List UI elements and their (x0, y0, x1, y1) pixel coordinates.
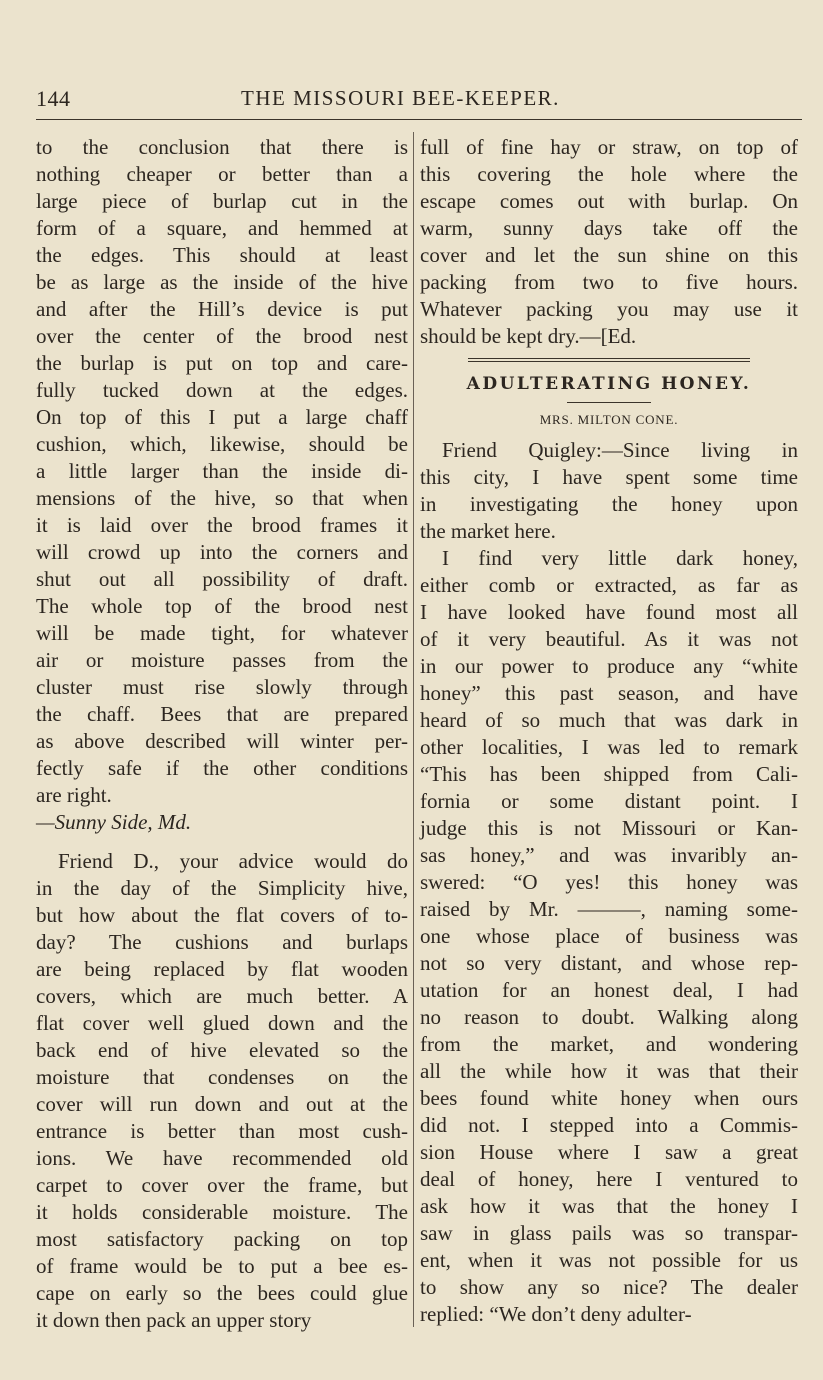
byline-rule (567, 402, 651, 403)
right-paragraph-1 (420, 134, 798, 350)
text-line: over the center of the brood nest (36, 324, 408, 348)
text-line: bees found white honey when ours (420, 1086, 798, 1110)
text-line: “This has been shipped from Cali- (420, 762, 798, 786)
journal-title: THE MISSOURI BEE-KEEPER. (241, 86, 560, 110)
text-line: ask how it was that the honey I (420, 1194, 798, 1218)
text-line: the chaff. Bees that are prepared (36, 702, 408, 726)
text-line: and after the Hill’s device is put (36, 297, 408, 321)
text-line: mensions of the hive, so that when (36, 486, 408, 510)
text-line: nothing cheaper or better than a (36, 162, 408, 186)
text-line: in the day of the Simplicity hive, (36, 876, 408, 900)
right-paragraph-2 (420, 437, 798, 545)
text-line: either comb or extracted, as far as (420, 573, 798, 597)
text-line: cape on early so the bees could glue (36, 1281, 408, 1305)
text-line: raised by Mr. ———, naming some- (420, 897, 798, 921)
text-line: utation for an honest deal, I had (420, 978, 798, 1002)
text-line: of it very beautiful. As it was not (420, 627, 798, 651)
text-line: but how about the flat covers of to- (36, 903, 408, 927)
text-line: it holds considerable moisture. The (36, 1200, 408, 1224)
text-line: back end of hive elevated so the (36, 1038, 408, 1062)
text-line: deal of honey, here I ventured to (420, 1167, 798, 1191)
text-line: should be kept dry.—[Ed. (420, 324, 637, 348)
text-line: large piece of burlap cut in the (36, 189, 408, 213)
text-line: ent, when it was not possible for us (420, 1248, 798, 1272)
text-line: covers, which are much better. A (36, 984, 408, 1008)
signature: —Sunny Side, Md. (36, 810, 192, 834)
text-line: The whole top of the brood nest (36, 594, 408, 618)
text-line: sion House where I saw a great (420, 1140, 798, 1164)
text-line: Friend D., your advice would do (58, 849, 408, 873)
text-line: to the conclusion that there is (36, 135, 408, 159)
text-line: form of a square, and hemmed at (36, 216, 408, 240)
text-line: Friend Quigley:—Since living in (442, 438, 798, 462)
text-line: cluster must rise slowly through (36, 675, 408, 699)
text-line: be as large as the inside of the hive (36, 270, 408, 294)
text-line: swered: “O yes! this honey was (420, 870, 798, 894)
text-line: are right. (36, 783, 112, 807)
column-divider (413, 132, 414, 1327)
text-line: On top of this I put a large chaff (36, 405, 408, 429)
text-line: packing from two to five hours. (420, 270, 798, 294)
title-rule-top (468, 358, 750, 359)
text-line: the edges. This should at least (36, 243, 408, 267)
text-line: will crowd up into the corners and (36, 540, 408, 564)
text-line: one whose place of business was (420, 924, 798, 948)
text-line: no reason to doubt. Walking along (420, 1005, 798, 1029)
text-line: heard of so much that was dark in (420, 708, 798, 732)
text-line: as above described will winter per- (36, 729, 408, 753)
text-line: I find very little dark honey, (442, 546, 798, 570)
text-line: will be made tight, for whatever (36, 621, 408, 645)
text-line: cover and let the sun shine on this (420, 243, 798, 267)
article-title: ADULTERATING HONEY. (466, 374, 752, 394)
text-line: all the while how it was that their (420, 1059, 798, 1083)
text-line: in investigating the honey upon (420, 492, 798, 516)
right-paragraph-3 (420, 545, 798, 1328)
text-line: this city, I have spent some time (420, 465, 798, 489)
text-line: the burlap is put on top and care- (36, 351, 408, 375)
text-line: of frame would be to put a bee es- (36, 1254, 408, 1278)
text-line: are being replaced by flat wooden (36, 957, 408, 981)
text-line: did not. I stepped into a Commis- (420, 1113, 798, 1137)
text-line: moisture that condenses on the (36, 1065, 408, 1089)
text-line: this covering the hole where the (420, 162, 798, 186)
text-line: it down then pack an upper story (36, 1308, 312, 1332)
left-paragraph-2 (36, 848, 408, 1334)
right-column (420, 134, 798, 1328)
text-line: fectly safe if the other conditions (36, 756, 408, 780)
text-line: judge this is not Missouri or Kan- (420, 816, 798, 840)
text-line: escape comes out with burlap. On (420, 189, 798, 213)
text-line: shut out all possibility of draft. (36, 567, 408, 591)
paragraph-gap (36, 836, 408, 848)
text-line: entrance is better than most cush- (36, 1119, 408, 1143)
left-column (36, 134, 408, 1334)
text-line: warm, sunny days take off the (420, 216, 798, 240)
text-line: to show any so nice? The dealer (420, 1275, 798, 1299)
title-rule-top-2 (468, 361, 750, 362)
text-line: Whatever packing you may use it (420, 297, 798, 321)
text-line: in our power to produce any “white (420, 654, 798, 678)
article-byline: MRS. MILTON CONE. (539, 412, 679, 427)
text-line: replied: “We don’t deny adulter- (420, 1302, 692, 1326)
text-line: carpet to cover over the frame, but (36, 1173, 408, 1197)
text-line: not so very distant, and whose rep- (420, 951, 798, 975)
text-line: the market here. (420, 519, 556, 543)
text-line: a little larger than the inside di- (36, 459, 408, 483)
text-line: cushion, which, likewise, should be (36, 432, 408, 456)
running-head (36, 86, 798, 116)
text-line: saw in glass pails was so transpar- (420, 1221, 798, 1245)
text-line: sas honey,” and was invaribly an- (420, 843, 798, 867)
left-paragraph-1 (36, 134, 408, 809)
text-line: most satisfactory packing on top (36, 1227, 408, 1251)
text-line: fornia or some distant point. I (420, 789, 798, 813)
text-line: cover will run down and out at the (36, 1092, 408, 1116)
text-line: I have looked have found most all (420, 600, 798, 624)
header-rule (36, 119, 802, 120)
text-line: ions. We have recommended old (36, 1146, 408, 1170)
page-number: 144 (36, 86, 71, 111)
text-line: full of fine hay or straw, on top of (420, 135, 798, 159)
text-line: fully tucked down at the edges. (36, 378, 408, 402)
text-line: air or moisture passes from the (36, 648, 408, 672)
text-line: flat cover well glued down and the (36, 1011, 408, 1035)
text-line: day? The cushions and burlaps (36, 930, 408, 954)
text-line: honey” this past season, and have (420, 681, 798, 705)
text-line: from the market, and wondering (420, 1032, 798, 1056)
text-line: it is laid over the brood frames it (36, 513, 408, 537)
text-line: other localities, I was led to remark (420, 735, 798, 759)
